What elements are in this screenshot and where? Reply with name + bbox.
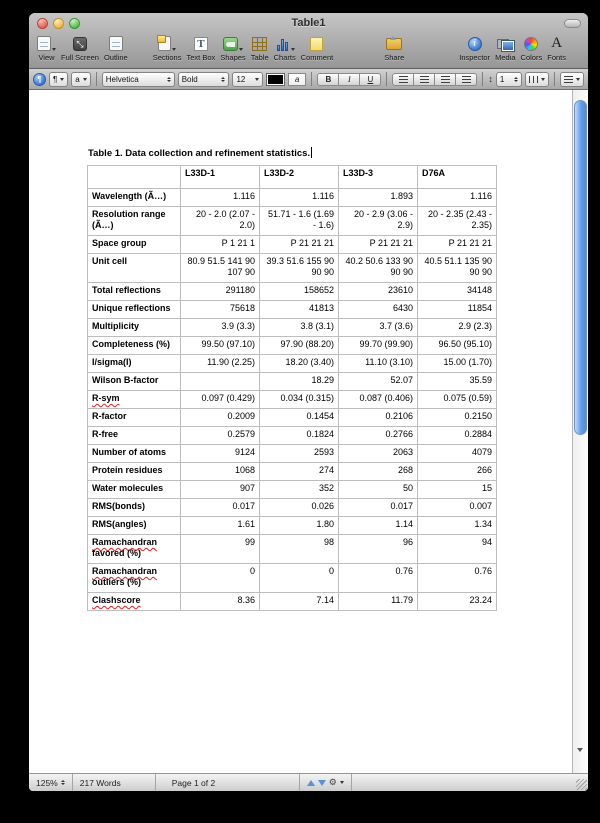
table-cell[interactable]: 291180 [181,283,260,301]
table-row [88,445,497,463]
colors-button[interactable] [521,34,543,62]
table-cell[interactable]: 98 [260,535,339,564]
chevron-down-icon [291,48,295,51]
table-row [88,391,497,409]
paragraph-styles-icon[interactable]: ¶ [33,73,46,86]
table-cell[interactable]: 80.9 51.5 141 90 107 90 [181,254,260,283]
toolbar-label: Inspector [459,53,491,62]
table-cell[interactable]: 1.893 [339,189,418,207]
table-cell[interactable]: 23610 [339,283,418,301]
align-right-button[interactable] [435,73,456,86]
table-cell[interactable]: 0.2766 [339,427,418,445]
text-box-button[interactable] [186,34,215,62]
typeface-select[interactable]: Bold [178,72,230,87]
chevron-down-icon [60,78,64,81]
share-icon [386,38,402,50]
table-cell[interactable]: 0.026 [260,499,339,517]
divider [96,72,97,86]
italic-button[interactable]: I [339,73,360,86]
share-button[interactable] [384,34,404,62]
table-row [88,535,497,564]
table-cell[interactable]: 1.34 [418,517,497,535]
row-label[interactable]: Number of atoms [88,445,181,463]
table-cell[interactable]: 0.087 (0.406) [339,391,418,409]
table-cell[interactable]: 3.8 (3.1) [260,319,339,337]
scrollbar-thumb[interactable] [574,100,587,435]
align-left-icon [399,76,408,83]
traffic-lights [37,18,80,29]
table-cell[interactable]: 96 [339,535,418,564]
outline-button[interactable] [104,34,128,62]
row-label[interactable]: Ramachandran outliers (%) [88,564,181,593]
align-right-icon [441,76,450,83]
table-cell[interactable]: 0.2106 [339,409,418,427]
table-cell[interactable]: 0.2579 [181,427,260,445]
align-left-button[interactable] [392,73,414,86]
misspelled-word: Ramachandran [92,566,158,576]
document-page[interactable] [29,90,572,773]
text-cursor [311,147,312,158]
row-label[interactable]: Unit cell [88,254,181,283]
table-row [88,409,497,427]
list-icon [564,76,573,83]
row-label[interactable]: R-factor [88,409,181,427]
comment-icon [310,37,323,51]
chevron-down-icon [576,78,580,81]
outline-icon [109,36,123,51]
table-row [88,301,497,319]
table-cell[interactable]: 0.2009 [181,409,260,427]
content-area [29,90,588,773]
table-cell[interactable]: 34148 [418,283,497,301]
charts-icon [275,37,290,51]
text-style-buttons [317,73,381,86]
table-cell[interactable]: 1.61 [181,517,260,535]
table-row [88,355,497,373]
align-center-icon [420,76,429,83]
window-title: Table1 [291,17,326,29]
align-justify-button[interactable] [456,73,477,86]
table-cell[interactable]: 352 [260,481,339,499]
table-cell[interactable]: P 21 21 21 [339,236,418,254]
toolbar [29,33,588,68]
table-cell[interactable]: 0.1454 [260,409,339,427]
table-row [88,564,497,593]
table-cell[interactable]: 15.00 (1.70) [418,355,497,373]
table-cell[interactable]: 99 [181,535,260,564]
toolbar-label: Charts [273,53,296,62]
chevron-down-icon [83,78,87,81]
table-cell[interactable]: 11854 [418,301,497,319]
table-cell[interactable]: 20 - 2.0 (2.07 - 2.0) [181,207,260,236]
toolbar-label: Comment [300,53,334,62]
charts-button[interactable] [274,34,296,62]
media-button[interactable] [495,34,515,62]
row-label[interactable]: Wilson B-factor [88,373,181,391]
row-label[interactable]: RMS(angles) [88,517,181,535]
character-style-dropdown[interactable]: a [71,72,90,87]
table-cell[interactable]: 6430 [339,301,418,319]
bold-button[interactable]: B [317,73,339,86]
inspector-icon: i [468,37,482,51]
align-center-button[interactable] [414,73,435,86]
previous-page-icon[interactable] [307,780,315,786]
table-cell[interactable]: 52.07 [339,373,418,391]
column-header[interactable]: D76A [418,166,497,189]
table-cell[interactable]: 99.70 (99.90) [339,337,418,355]
table-cell[interactable]: 0.1824 [260,427,339,445]
table-cell[interactable]: 1.116 [181,189,260,207]
table-cell[interactable]: 0 [260,564,339,593]
toolbar-label: Media [495,53,516,62]
highlight-color-well[interactable]: a [288,73,307,86]
text-color-well[interactable] [266,73,285,86]
table-cell[interactable]: 2593 [260,445,339,463]
table-cell[interactable]: 907 [181,481,260,499]
table-cell[interactable]: 0.075 (0.59) [418,391,497,409]
table-cell[interactable]: 15 [418,481,497,499]
table-cell[interactable]: 0.034 (0.315) [260,391,339,409]
stepper-icon [221,77,225,82]
pages-window [29,13,588,791]
text-box-icon: T [194,37,208,51]
toolbar-label: Sections [152,53,182,62]
table-row [88,481,497,499]
toolbar-label: Colors [520,53,543,62]
underline-button[interactable]: U [360,73,381,86]
table-cell[interactable]: 3.7 (3.6) [339,319,418,337]
row-label[interactable]: RMS(bonds) [88,499,181,517]
row-label[interactable]: Unique reflections [88,301,181,319]
misspelled-word: Ramachandran [92,537,158,547]
line-spacing-select[interactable]: 1 [496,72,522,87]
stepper-icon [61,780,65,785]
table-cell[interactable]: 3.9 (3.3) [181,319,260,337]
table-button[interactable] [251,34,269,62]
table-row [88,499,497,517]
row-label[interactable] [88,593,181,611]
view-button[interactable] [37,34,56,62]
word-count: 217 Words [73,774,156,791]
stepper-icon [167,77,171,82]
table-cell[interactable] [181,373,260,391]
view-icon [37,36,51,51]
table-cell[interactable]: P 21 21 21 [418,236,497,254]
fonts-button[interactable] [547,34,566,62]
table-cell[interactable]: 0.2884 [418,427,497,445]
font-size-select[interactable]: 12 [232,72,263,87]
full-screen-icon: ⤡ [73,37,87,51]
misspelled-word: R-sym [92,393,120,403]
column-header[interactable]: L33D-1 [181,166,260,189]
row-label[interactable]: I/sigma(I) [88,355,181,373]
table-cell[interactable]: 8.36 [181,593,260,611]
line-spacing-icon: ↕ [488,74,493,84]
row-label[interactable]: R-free [88,427,181,445]
table-cell[interactable]: 1.14 [339,517,418,535]
table-cell[interactable]: 50 [339,481,418,499]
table-cell[interactable]: 11.90 (2.25) [181,355,260,373]
inspector-button[interactable] [459,34,490,62]
row-label[interactable]: Ramachandran favored (%) [88,535,181,564]
table-cell[interactable]: 75618 [181,301,260,319]
table-cell[interactable]: 0.017 [339,499,418,517]
table-cell[interactable]: 11.10 (3.10) [339,355,418,373]
table-cell[interactable]: 274 [260,463,339,481]
table-cell[interactable]: 0 [181,564,260,593]
table-cell[interactable]: 41813 [260,301,339,319]
resize-grip-icon[interactable] [576,779,587,790]
comment-button[interactable] [301,34,334,62]
divider [482,72,483,86]
font-family-select[interactable]: Helvetica [102,72,175,87]
table-cell[interactable]: 51.71 - 1.6 (1.69 - 1.6) [260,207,339,236]
status-bar [29,773,588,791]
table-cell[interactable]: 18.20 (3.40) [260,355,339,373]
row-label[interactable]: Resolution range (Ã…) [88,207,181,236]
zoom-window-button[interactable] [69,18,80,29]
table-row [88,236,497,254]
shapes-button[interactable] [220,34,245,62]
row-label[interactable]: Water molecules [88,481,181,499]
header-row [88,166,497,189]
sections-button[interactable] [153,34,182,62]
table-cell[interactable]: 268 [339,463,418,481]
row-label[interactable]: Total reflections [88,283,181,301]
sections-icon [158,36,171,51]
minimize-button[interactable] [53,18,64,29]
table-cell[interactable]: 40.2 50.6 133 90 90 90 [339,254,418,283]
format-bar [29,69,588,90]
table-cell[interactable]: P 21 21 21 [260,236,339,254]
table-cell[interactable]: 1.80 [260,517,339,535]
misspelled-word: Clashscore [92,595,141,605]
colors-icon [524,37,538,51]
table-row [88,319,497,337]
row-label[interactable] [88,391,181,409]
row-label[interactable]: Wavelength (Ã…) [88,189,181,207]
chevron-down-icon [541,78,545,81]
list-style-dropdown[interactable] [560,72,584,87]
row-label[interactable]: Space group [88,236,181,254]
shapes-icon [223,37,238,51]
stepper-icon [514,77,518,82]
table-icon [252,37,267,51]
chevron-down-icon [52,48,56,51]
table-row [88,517,497,535]
toolbar-toggle-button[interactable] [564,19,581,28]
chevron-down-icon [239,48,243,51]
chevron-down-icon [255,78,259,81]
table-cell[interactable]: 35.59 [418,373,497,391]
table-cell[interactable]: P 1 21 1 [181,236,260,254]
table-cell[interactable]: 0.76 [339,564,418,593]
table-cell[interactable]: 0.017 [181,499,260,517]
table-cell[interactable]: 39.3 51.6 155 90 90 90 [260,254,339,283]
zoom-control[interactable] [29,774,73,791]
row-label[interactable]: Protein residues [88,463,181,481]
table-cell[interactable]: 2.9 (2.3) [418,319,497,337]
table-cell[interactable]: 11.79 [339,593,418,611]
toolbar-label: View [38,53,55,62]
table-row [88,254,497,283]
table-cell[interactable]: 0.007 [418,499,497,517]
table-cell[interactable]: 97.90 (88.20) [260,337,339,355]
toolbar-label: Fonts [547,53,566,62]
toolbar-label: Share [384,53,405,62]
window-chrome [29,13,588,69]
table-cell[interactable]: 0.097 (0.429) [181,391,260,409]
divider [311,72,312,86]
row-label[interactable]: Multiplicity [88,319,181,337]
table-cell[interactable]: 20 - 2.35 (2.43 - 2.35) [418,207,497,236]
document-title[interactable]: Table 1. Data collection and refinement statistics. [88,148,311,159]
column-header[interactable]: L33D-3 [339,166,418,189]
table-cell[interactable]: 7.14 [260,593,339,611]
table-cell[interactable]: 1.116 [260,189,339,207]
table-row [88,189,497,207]
table-cell[interactable]: 1068 [181,463,260,481]
table-cell[interactable]: 0.2150 [418,409,497,427]
statistics-table[interactable] [87,165,497,611]
alignment-buttons [392,73,477,86]
toolbar-label: Outline [103,53,128,62]
close-button[interactable] [37,18,48,29]
row-label[interactable]: Completeness (%) [88,337,181,355]
table-row [88,427,497,445]
column-header[interactable]: L33D-2 [260,166,339,189]
toolbar-label: Full Screen [61,53,99,62]
table-cell[interactable]: 40.5 51.1 135 90 90 90 [418,254,497,283]
table-cell[interactable]: 4079 [418,445,497,463]
table-row [88,283,497,301]
table-cell[interactable]: 266 [418,463,497,481]
table-cell[interactable]: 23.24 [418,593,497,611]
media-icon [497,37,513,51]
toolbar-label: Shapes [220,53,246,62]
table-cell[interactable]: 158652 [260,283,339,301]
table-row [88,373,497,391]
table-cell[interactable]: 18.29 [260,373,339,391]
columns-icon [529,76,538,83]
table-row [88,207,497,236]
table-cell[interactable]: 1.116 [418,189,497,207]
toolbar-label: Table [250,53,269,62]
table-cell[interactable]: 0.76 [418,564,497,593]
paragraph-style-dropdown[interactable]: ¶ [49,72,68,87]
page-navigation [300,774,352,791]
table-row [88,337,497,355]
gear-icon[interactable]: ⚙ [328,777,337,787]
zoom-level: 125% [36,777,58,788]
next-page-icon[interactable] [318,780,326,786]
scroll-down-icon[interactable] [577,752,583,770]
align-justify-icon [462,76,471,83]
divider [386,72,387,86]
columns-dropdown[interactable] [525,72,549,87]
chevron-down-icon[interactable] [340,781,344,784]
divider [554,72,555,86]
page-indicator: Page 1 of 2 [156,774,300,791]
chevron-down-icon [172,48,176,51]
table-cell[interactable]: 94 [418,535,497,564]
table-cell[interactable]: 20 - 2.9 (3.06 - 2.9) [339,207,418,236]
toolbar-label: Text Box [186,53,216,62]
fonts-icon: A [551,35,563,51]
status-bar-spacer [352,774,588,791]
vertical-scrollbar[interactable] [572,90,588,773]
table-cell[interactable]: 96.50 (95.10) [418,337,497,355]
table-cell[interactable]: 99.50 (97.10) [181,337,260,355]
table-row [88,463,497,481]
table-cell[interactable]: 2063 [339,445,418,463]
table-cell[interactable]: 9124 [181,445,260,463]
corner-header[interactable] [88,166,181,189]
title-bar[interactable] [29,13,588,33]
table-row [88,593,497,611]
full-screen-button[interactable] [61,34,99,62]
